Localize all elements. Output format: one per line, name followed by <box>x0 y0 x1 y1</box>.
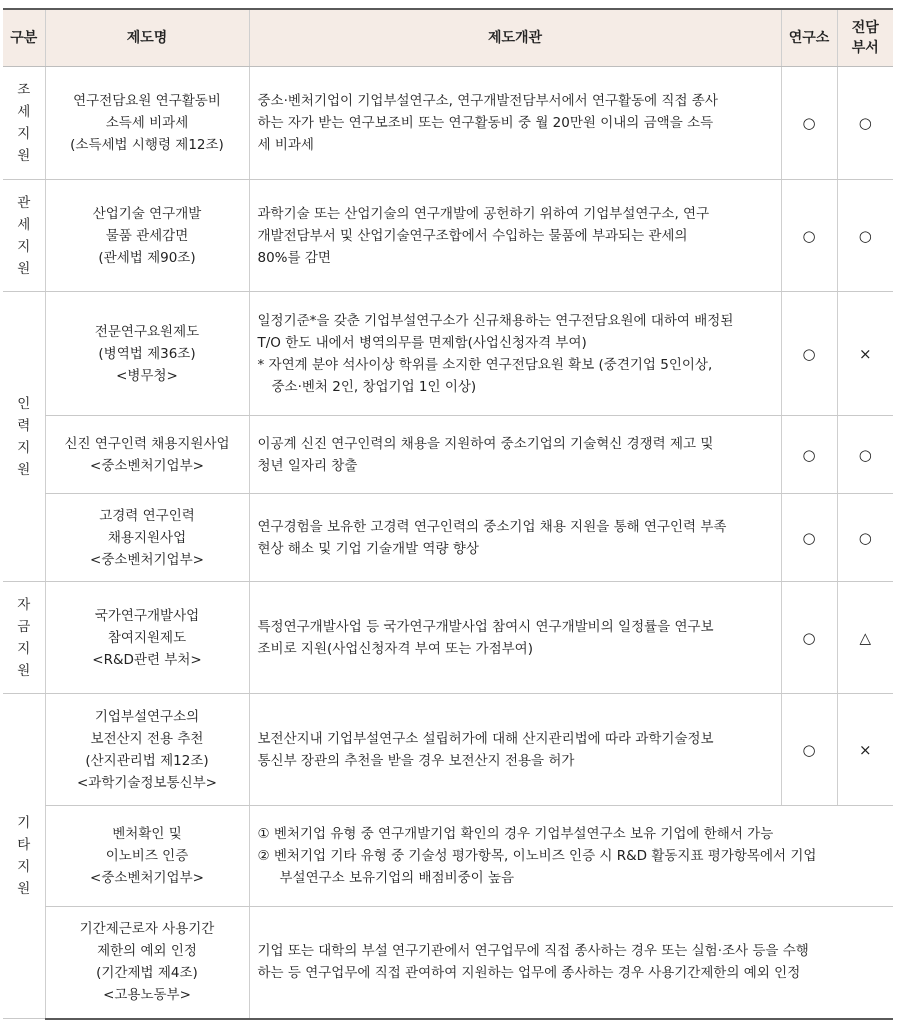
lab-mark: ○ <box>781 180 837 292</box>
category-fund-support: 자 금 지 원 <box>3 582 45 694</box>
dept-mark: × <box>837 292 893 416</box>
program-overview: 일정기준*을 갖춘 기업부설연구소가 신규채용하는 연구전담요원에 대하여 배정된 T/O 한도 내에서 병역의무를 면제함(사업신청자격 부여) * 자연계 분야 석사이상 학위를 소지한 연구전담요원 확보 (중견기업 5인이상, 중소·벤처 2인, 창업기업 1인 이상) <box>249 292 781 416</box>
program-name: 신진 연구인력 채용지원사업 <중소벤처기업부> <box>45 416 249 494</box>
dept-mark: × <box>837 694 893 806</box>
program-overview: 기업 또는 대학의 부설 연구기관에서 연구업무에 직접 종사하는 경우 또는 실험·조사 등을 수행 하는 등 연구업무에 직접 관여하여 지원하는 업무에 종사하는 경우 사용기간제한의 예외 인정 <box>249 907 893 1019</box>
program-name: 국가연구개발사업 참여지원제도 <R&D관련 부처> <box>45 582 249 694</box>
program-overview: 이공계 신진 연구인력의 채용을 지원하여 중소기업의 기술혁신 경쟁력 제고 및 청년 일자리 창출 <box>249 416 781 494</box>
header-dept: 전담 부서 <box>837 9 893 67</box>
program-name: 고경력 연구인력 채용지원사업 <중소벤처기업부> <box>45 494 249 582</box>
dept-mark: ○ <box>837 180 893 292</box>
table-row <box>3 907 893 1019</box>
lab-mark: ○ <box>781 494 837 582</box>
header-overview: 제도개관 <box>249 9 781 67</box>
lab-mark: ○ <box>781 416 837 494</box>
program-overview: 연구경험을 보유한 고경력 연구인력의 중소기업 채용 지원을 통해 연구인력 부족 현상 해소 및 기업 기술개발 역량 향상 <box>249 494 781 582</box>
dept-mark: ○ <box>837 67 893 180</box>
table-row <box>3 694 893 806</box>
program-overview: 보전산지내 기업부설연구소 설립허가에 대해 산지관리법에 따라 과학기술정보 통신부 장관의 추천을 받을 경우 보전산지 전용을 허가 <box>249 694 781 806</box>
support-programs-table <box>3 8 893 1020</box>
program-name: 기업부설연구소의 보전산지 전용 추천 (산지관리법 제12조) <과학기술정보통신부> <box>45 694 249 806</box>
program-name: 기간제근로자 사용기간 제한의 예외 인정 (기간제법 제4조) <고용노동부> <box>45 907 249 1019</box>
category-other-support: 기 타 지 원 <box>3 694 45 1019</box>
program-name: 벤처확인 및 이노비즈 인증 <중소벤처기업부> <box>45 806 249 907</box>
table-row <box>3 582 893 694</box>
category-manpower-support: 인 력 지 원 <box>3 292 45 582</box>
program-overview: ① 벤처기업 유형 중 연구개발기업 확인의 경우 기업부설연구소 보유 기업에 한해서 가능 ② 벤처기업 기타 유형 중 기술성 평가항목, 이노비즈 인증 시 R&D 활동지표 평가항목에서 기업 부설연구소 보유기업의 배점비중이 높음 <box>249 806 893 907</box>
program-overview: 중소·벤처기업이 기업부설연구소, 연구개발전담부서에서 연구활동에 직접 종사 하는 자가 받는 연구보조비 또는 연구활동비 중 월 20만원 이내의 금액을 소득 세 비과세 <box>249 67 781 180</box>
header-category: 구분 <box>3 9 45 67</box>
category-customs-support: 관 세 지 원 <box>3 180 45 292</box>
table-row <box>3 180 893 292</box>
lab-mark: ○ <box>781 582 837 694</box>
table-row <box>3 806 893 907</box>
dept-mark: ○ <box>837 416 893 494</box>
program-name: 전문연구요원제도 (병역법 제36조) <병무청> <box>45 292 249 416</box>
header-lab: 연구소 <box>781 9 837 67</box>
lab-mark: ○ <box>781 292 837 416</box>
table-row <box>3 494 893 582</box>
table-row <box>3 416 893 494</box>
lab-mark: ○ <box>781 694 837 806</box>
lab-mark: ○ <box>781 67 837 180</box>
table-header-row <box>3 9 893 67</box>
program-name: 산업기술 연구개발 물품 관세감면 (관세법 제90조) <box>45 180 249 292</box>
header-program: 제도명 <box>45 9 249 67</box>
dept-mark: ○ <box>837 494 893 582</box>
program-overview: 특정연구개발사업 등 국가연구개발사업 참여시 연구개발비의 일정률을 연구보 조비로 지원(사업신청자격 부여 또는 가점부여) <box>249 582 781 694</box>
category-tax-support: 조 세 지 원 <box>3 67 45 180</box>
dept-mark: △ <box>837 582 893 694</box>
program-name: 연구전담요원 연구활동비 소득세 비과세 (소득세법 시행령 제12조) <box>45 67 249 180</box>
table-row <box>3 292 893 416</box>
program-overview: 과학기술 또는 산업기술의 연구개발에 공헌하기 위하여 기업부설연구소, 연구 개발전담부서 및 산업기술연구조합에서 수입하는 물품에 부과되는 관세의 80%를 감면 <box>249 180 781 292</box>
table-row <box>3 67 893 180</box>
